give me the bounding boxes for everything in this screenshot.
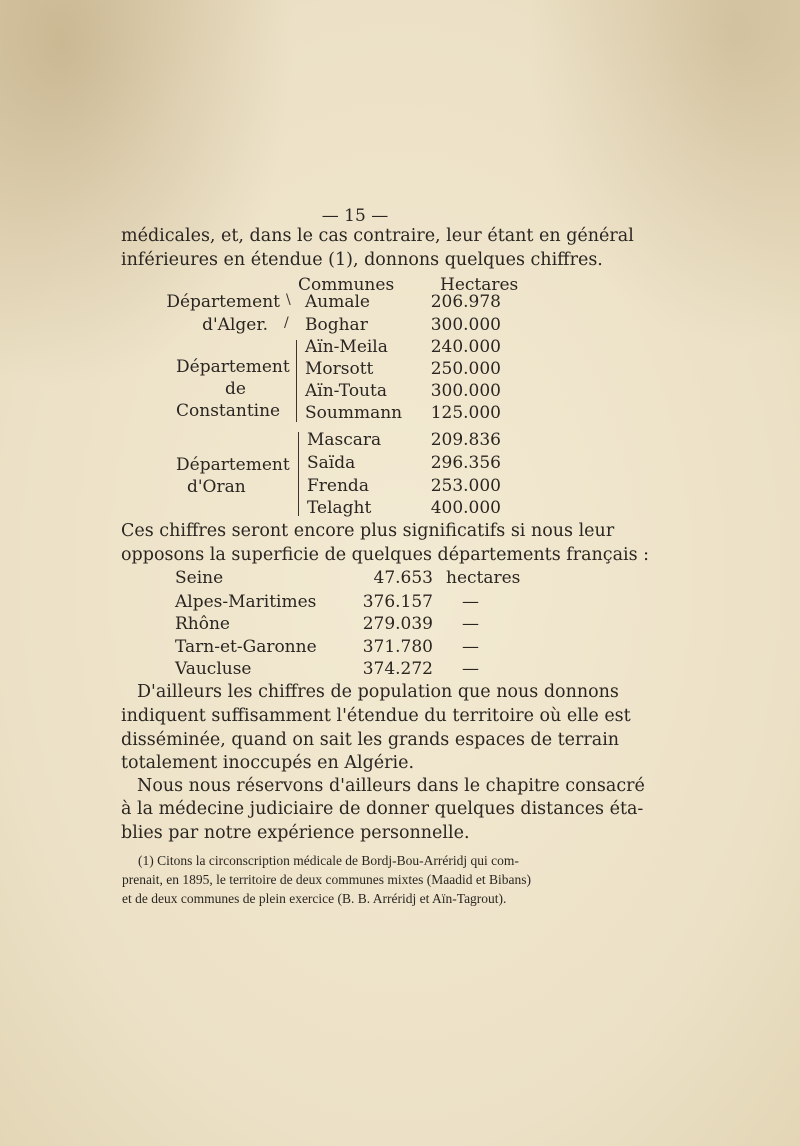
commune-saida: Saïda xyxy=(307,453,356,473)
hectares-saida: 296.356 xyxy=(430,453,501,473)
hectares-soummann: 125.000 xyxy=(430,403,501,423)
oran-label-1: Département xyxy=(176,455,290,475)
footnote-line-1: (1) Citons la circonscription médicale de Bordj-Bou-Arréridj qui com- xyxy=(138,853,519,868)
dept-value-alpes-maritimes: 376.157 xyxy=(362,592,433,612)
dept-value-seine: 47.653 xyxy=(373,568,433,588)
constantine-label-1: Département xyxy=(176,357,290,377)
hectares-ain-meila: 240.000 xyxy=(430,337,501,357)
hectares-aumale: 206.978 xyxy=(430,292,501,312)
header-communes: Communes xyxy=(298,275,395,295)
commune-ain-touta: Aïn-Touta xyxy=(305,381,387,401)
brace-alger-2: / xyxy=(284,315,289,331)
dept-name-seine: Seine xyxy=(175,568,224,588)
intro-line-1: médicales, et, dans le cas contraire, leur étant en général xyxy=(121,226,634,246)
constantine-label-3: Constantine xyxy=(176,401,281,421)
dept-value-tarn-et-garonne: 371.780 xyxy=(362,637,433,657)
para3-line-3: disséminée, quand on sait les grands espaces de terrain xyxy=(121,730,620,750)
para3-line-2: indiquent suffisamment l'étendue du territoire où elle est xyxy=(121,706,631,726)
hectares-ain-touta: 300.000 xyxy=(430,381,501,401)
para4-line-3: blies par notre expérience personnelle. xyxy=(121,823,470,843)
footnote-line-2: prenait, en 1895, le territoire de deux communes mixtes (Maadid et Bibans) xyxy=(122,872,532,887)
commune-frenda: Frenda xyxy=(307,476,369,496)
page-number: — 15 — xyxy=(321,206,389,226)
para3-line-1: D'ailleurs les chiffres de population que nous donnons xyxy=(137,682,619,702)
dept-name-vaucluse: Vaucluse xyxy=(175,659,252,679)
commune-boghar: Boghar xyxy=(305,315,368,335)
header-hectares: Hectares xyxy=(440,275,519,295)
hectares-telaght: 400.000 xyxy=(430,498,501,518)
dept-unit-alpes-maritimes: — xyxy=(462,592,479,612)
para3-line-4: totalement inoccupés en Algérie. xyxy=(121,753,415,773)
commune-telaght: Telaght xyxy=(307,498,372,518)
dept-name-alpes-maritimes: Alpes-Maritimes xyxy=(175,592,317,612)
hectares-mascara: 209.836 xyxy=(430,430,501,450)
para2-line-1: Ces chiffres seront encore plus significatifs si nous leur xyxy=(121,521,615,541)
hectares-boghar: 300.000 xyxy=(430,315,501,335)
dept-unit-tarn-et-garonne: — xyxy=(462,637,479,657)
commune-soummann: Soummann xyxy=(305,403,403,423)
dept-unit-vaucluse: — xyxy=(462,659,479,679)
hectares-morsott: 250.000 xyxy=(430,359,501,379)
commune-morsott: Morsott xyxy=(305,359,374,379)
para2-line-2: opposons la superficie de quelques départements français : xyxy=(121,545,650,565)
alger-label-1: Département xyxy=(166,292,280,312)
brace-alger: \ xyxy=(286,292,291,308)
dept-unit-seine: hectares xyxy=(446,568,521,588)
dept-unit-rhone: — xyxy=(462,614,479,634)
brace-oran xyxy=(298,432,299,516)
brace-constantine xyxy=(296,340,297,422)
commune-mascara: Mascara xyxy=(307,430,382,450)
constantine-label-2: de xyxy=(225,379,246,399)
dept-name-tarn-et-garonne: Tarn-et-Garonne xyxy=(175,637,317,657)
footnote-line-3: et de deux communes de plein exercice (B. B. Arréridj et Aïn-Tagrout). xyxy=(122,891,507,906)
para4-line-1: Nous nous réservons d'ailleurs dans le chapitre consacré xyxy=(137,776,645,796)
alger-label-2: d'Alger. xyxy=(202,315,268,335)
oran-label-2: d'Oran xyxy=(187,477,246,497)
commune-ain-meila: Aïn-Meila xyxy=(305,337,388,357)
dept-name-rhone: Rhône xyxy=(175,614,230,634)
dept-value-rhone: 279.039 xyxy=(362,614,433,634)
commune-aumale: Aumale xyxy=(305,292,370,312)
hectares-frenda: 253.000 xyxy=(430,476,501,496)
intro-line-2: inférieures en étendue (1), donnons quelques chiffres. xyxy=(121,250,603,270)
dept-value-vaucluse: 374.272 xyxy=(362,659,433,679)
para4-line-2: à la médecine judiciaire de donner quelques distances éta- xyxy=(121,799,644,819)
